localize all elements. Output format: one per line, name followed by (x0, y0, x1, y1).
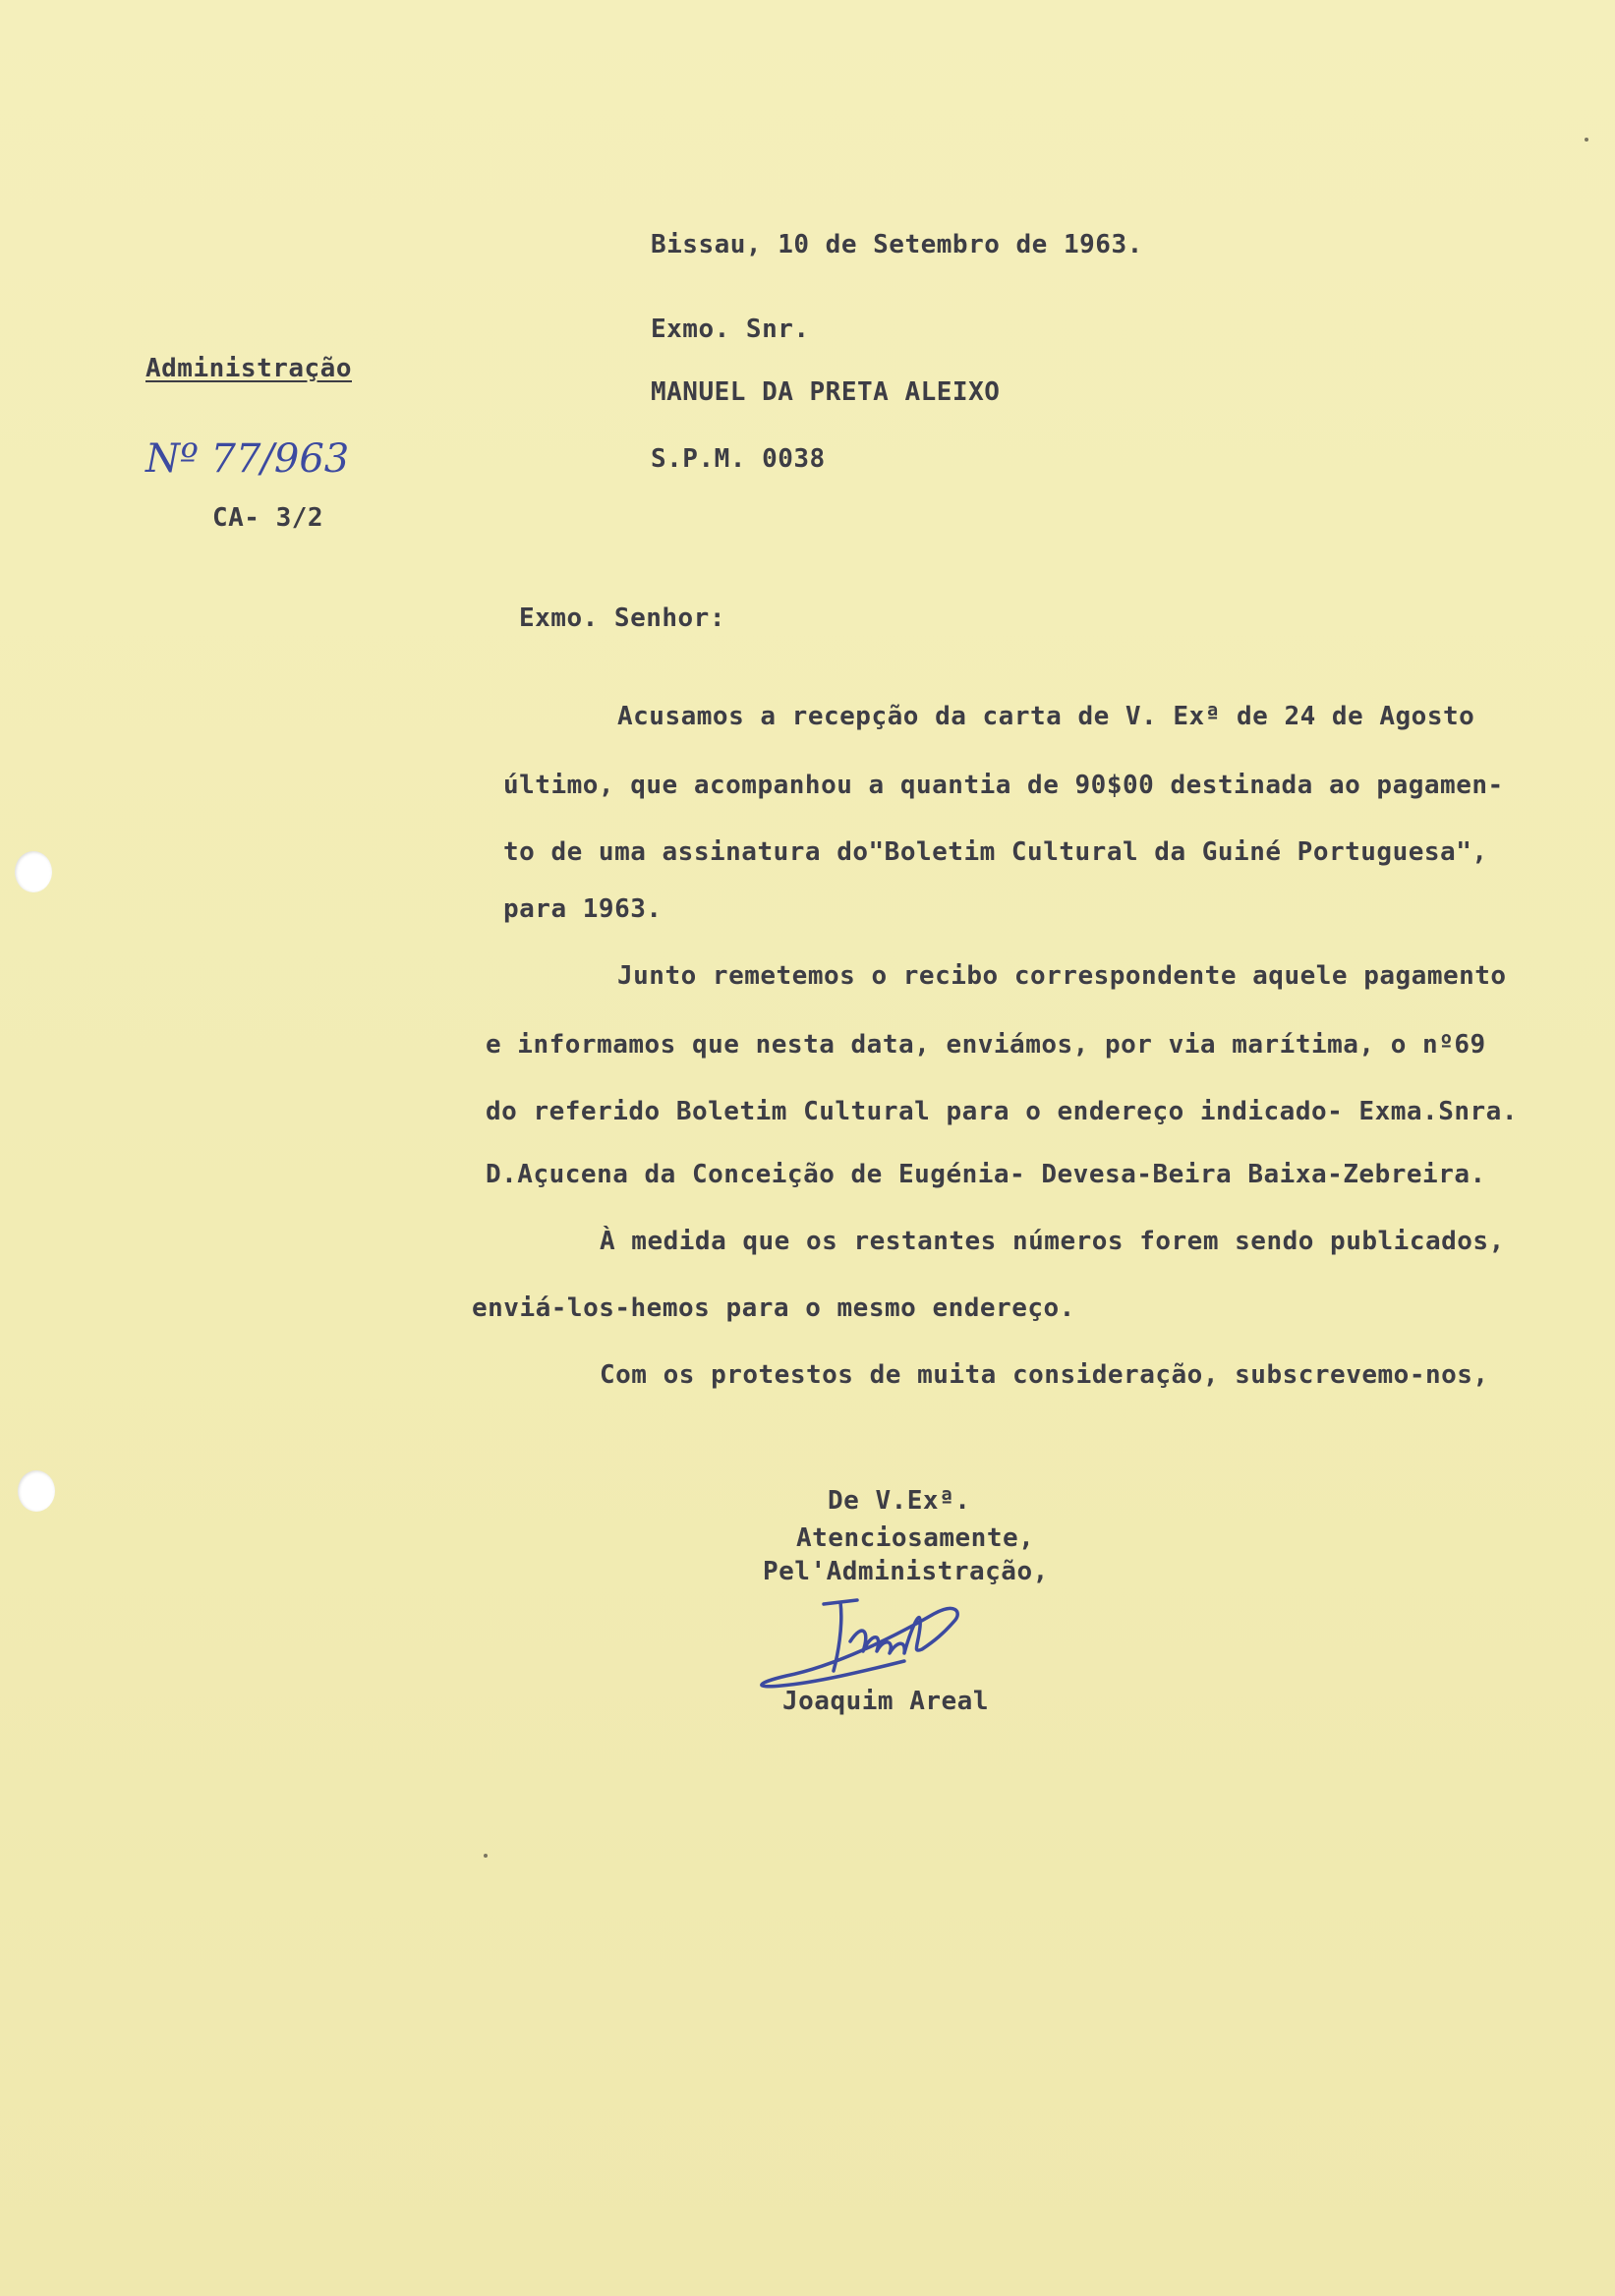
reference-number: Nº 77/963 (145, 436, 350, 482)
reference-code: CA- 3/2 (212, 503, 324, 533)
body-line: último, que acompanhou a quantia de 90$00 destinada ao pagamen- (503, 771, 1504, 800)
body-line: to de uma assinatura do"Boletim Cultural da Guiné Portuguesa", (503, 837, 1488, 867)
recipient-address: S.P.M. 0038 (651, 444, 826, 474)
department-label: Administração (145, 354, 352, 383)
body-line: D.Açucena da Conceição de Eugénia- Devesa-Beira Baixa-Zebreira. (486, 1160, 1486, 1189)
paper-speck (1585, 138, 1588, 142)
body-line: Com os protestos de muita consideração, subscrevemo-nos, (600, 1360, 1489, 1390)
body-line: enviá-los-hemos para o mesmo endereço. (472, 1293, 1075, 1323)
paper-speck (484, 1854, 488, 1858)
place-date: Bissau, 10 de Setembro de 1963. (651, 230, 1143, 259)
greeting: Exmo. Senhor: (519, 603, 725, 633)
handwritten-signature (747, 1573, 1042, 1700)
punch-hole (15, 851, 52, 892)
punch-hole (18, 1470, 55, 1512)
body-line: para 1963. (503, 894, 663, 924)
closing-line: Atenciosamente, (796, 1523, 1035, 1553)
body-line: e informamos que nesta data, enviámos, por via marítima, o nº69 (486, 1030, 1486, 1060)
body-line: do referido Boletim Cultural para o endereço indicado- Exma.Snra. (486, 1097, 1518, 1126)
closing-line: De V.Exª. (828, 1486, 971, 1516)
signer-name: Joaquim Areal (782, 1687, 989, 1716)
closing-line: Pel'Administração, (763, 1557, 1049, 1586)
salutation-short: Exmo. Snr. (651, 315, 810, 344)
body-line: Junto remetemos o recibo correspondente aquele pagamento (617, 961, 1507, 991)
recipient-name: MANUEL DA PRETA ALEIXO (651, 377, 1001, 407)
body-line: À medida que os restantes números forem sendo publicados, (600, 1227, 1505, 1256)
body-line: Acusamos a recepção da carta de V. Exª de 24 de Agosto (617, 702, 1475, 731)
